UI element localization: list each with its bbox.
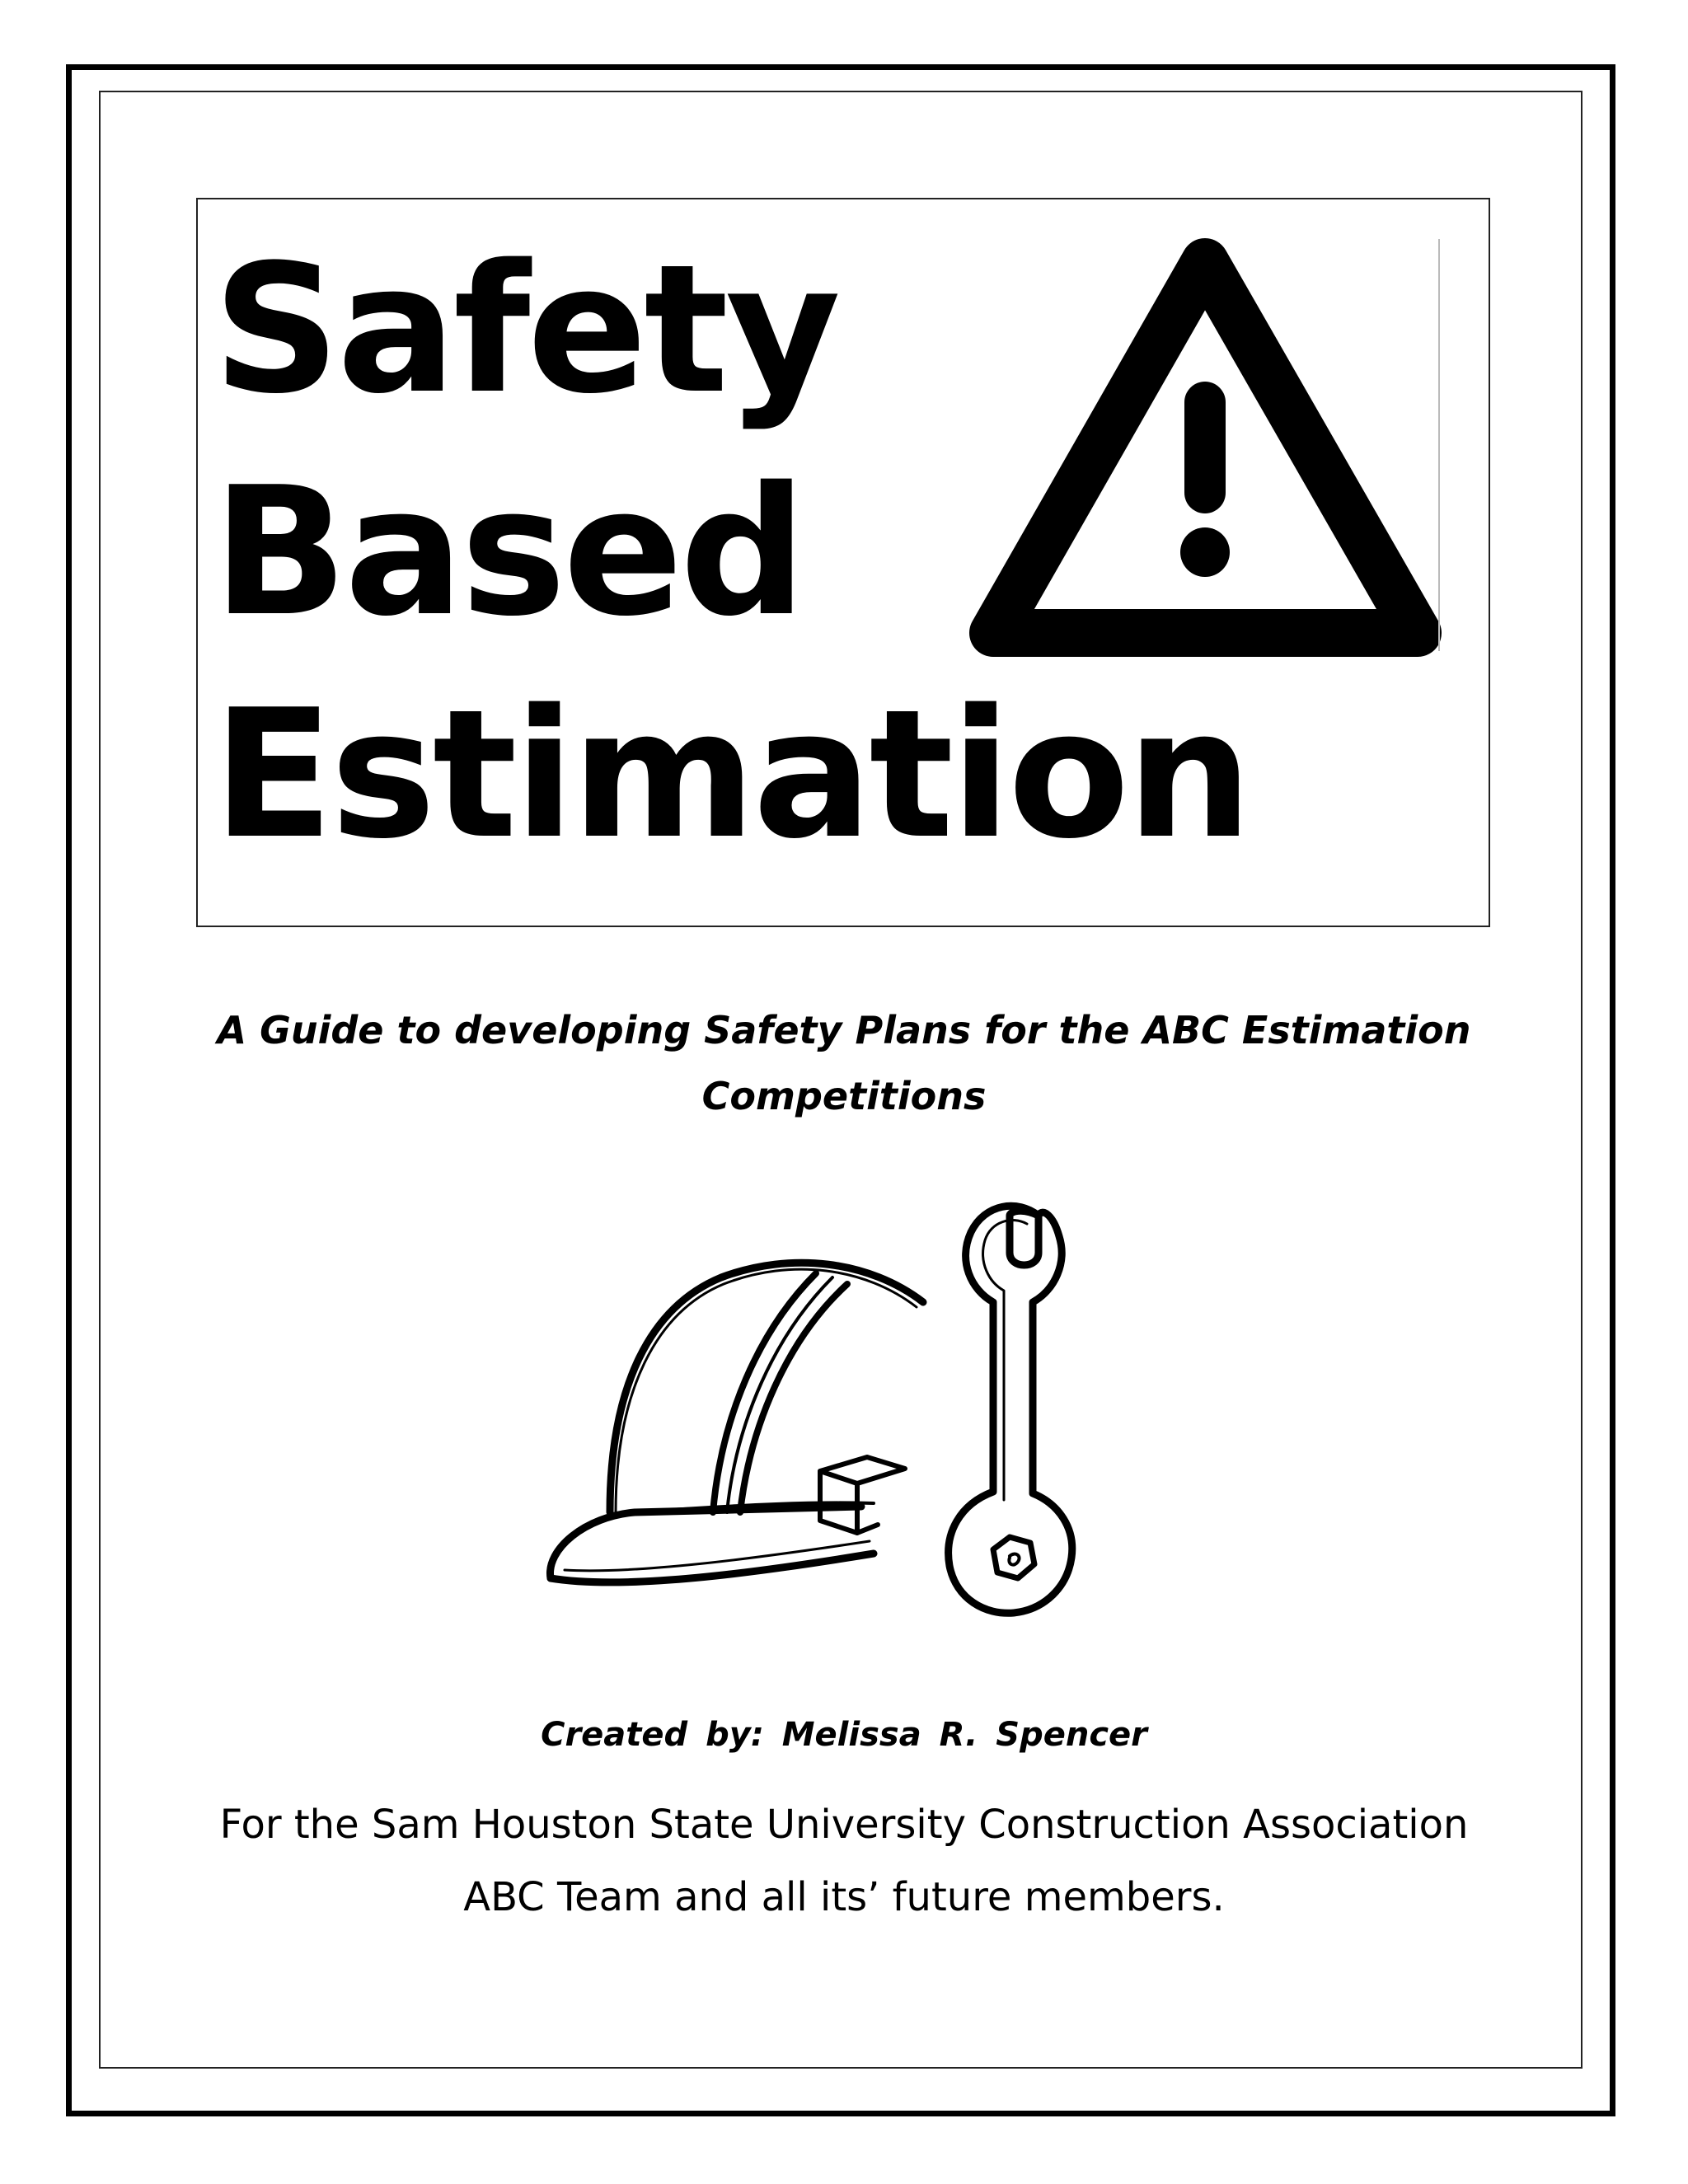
hard-hat-icon — [550, 1263, 923, 1582]
title-line-3: Estimation — [213, 671, 1250, 878]
title-line-2: Based — [213, 448, 804, 655]
title-line-1: Safety — [213, 226, 838, 433]
dedication-line-2: ABC Team and all its’ future members. — [463, 1874, 1225, 1920]
hard-hat-and-wrench-icon — [536, 1187, 1162, 1624]
dedication — [165, 1788, 1523, 1933]
dedication-line-1: For the Sam Houston State University Construction Association — [219, 1802, 1469, 1848]
warning-icon-edge — [1438, 239, 1440, 651]
warning-triangle-icon — [968, 237, 1442, 662]
creator-credit: Created by: Melissa R. Spencer — [541, 1716, 1147, 1754]
subtitle: A Guide to developing Safety Plans for the ABC Estimation Competitions — [217, 1008, 1471, 1118]
wrench-icon — [949, 1206, 1072, 1613]
